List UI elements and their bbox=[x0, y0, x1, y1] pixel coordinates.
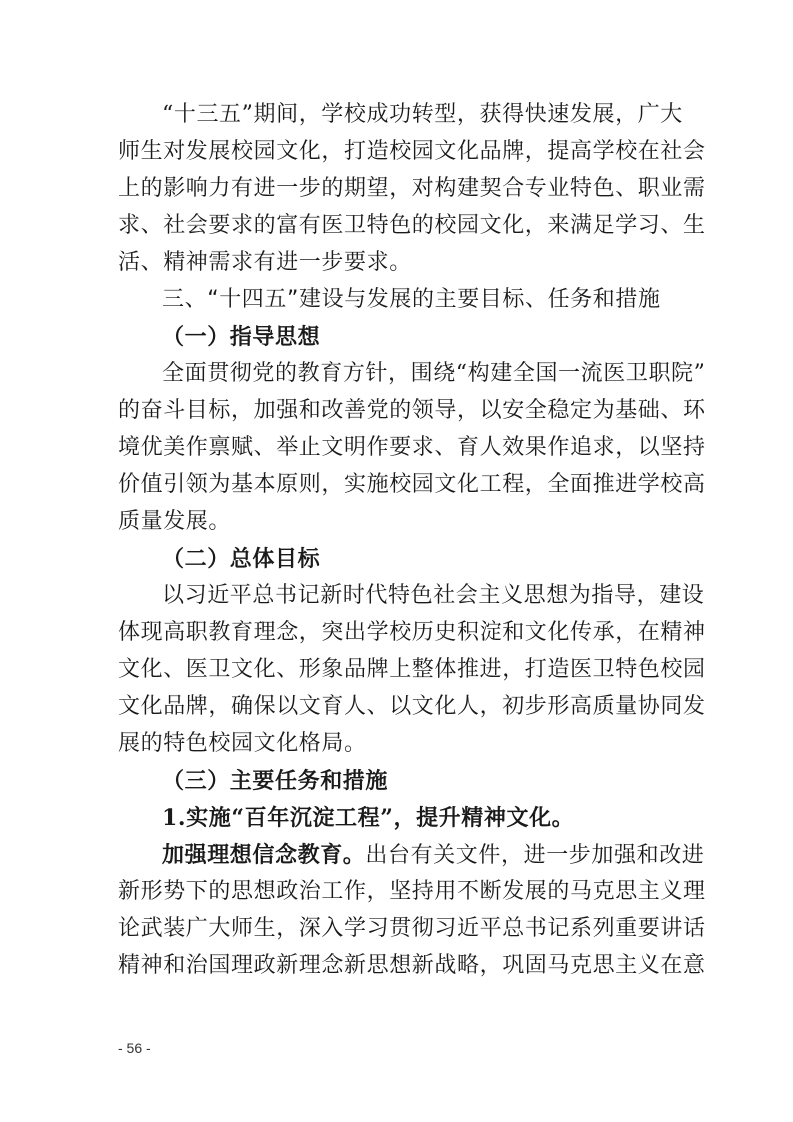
paragraph-line: 文化、医卫文化、形象品牌上整体推进，打造医卫特色校园 bbox=[118, 657, 706, 682]
paragraph-line: 质量发展。 bbox=[118, 509, 232, 534]
paragraph-line: 的奋斗目标，加强和改善党的领导，以安全稳定为基础、环 bbox=[118, 398, 706, 423]
subsection-title: （二）总体目标 bbox=[162, 546, 321, 572]
lead-text: 出台有关文件，进一步加强和改进 bbox=[365, 843, 705, 868]
paragraph-line: 新形势下的思想政治工作，坚持用不断发展的马克思主义理 bbox=[118, 879, 706, 904]
paragraph-line: 活、精神需求有进一步要求。 bbox=[118, 250, 412, 275]
section-title: 三、“十四五”建设与发展的主要目标、任务和措施 bbox=[162, 287, 661, 312]
paragraph-line: 全面贯彻党的教育方针，围绕“构建全国一流医卫职院” bbox=[162, 361, 706, 386]
item-title: 1.实施“百年沉淀工程”，提升精神文化。 bbox=[162, 805, 575, 831]
paragraph-line: 上的影响力有进一步的期望，对构建契合专业特色、职业需 bbox=[118, 176, 706, 201]
paragraph-line: 以习近平总书记新时代特色社会主义思想为指导，建设 bbox=[162, 583, 705, 608]
paragraph-line: 体现高职教育理念，突出学校历史积淀和文化传承，在精神 bbox=[118, 620, 706, 645]
paragraph-line: 展的特色校园文化格局。 bbox=[118, 731, 367, 756]
paragraph-line: 文化品牌，确保以文育人、以文化人，初步形高质量协同发 bbox=[118, 694, 706, 719]
paragraph-line: 师生对发展校园文化，打造校园文化品牌，提高学校在社会 bbox=[118, 139, 706, 164]
page-number: - 56 - bbox=[118, 1040, 151, 1056]
paragraph-line: 精神和治国理政新理念新思想新战略，巩固马克思主义在意 bbox=[118, 953, 706, 978]
paragraph-line: 求、社会要求的富有医卫特色的校园文化，来满足学习、生 bbox=[118, 213, 706, 238]
subsection-title: （一）指导思想 bbox=[162, 324, 321, 350]
lead-emphasis: 加强理想信念教育。 bbox=[162, 842, 366, 868]
paragraph-line bbox=[162, 840, 704, 871]
paragraph-line: 境优美作禀赋、举止文明作要求、育人效果作追求，以坚持 bbox=[118, 435, 706, 460]
paragraph-line: 价值引领为基本原则，实施校园文化工程，全面推进学校高 bbox=[118, 472, 706, 497]
paragraph-line: 论武装广大师生，深入学习贯彻习近平总书记系列重要讲话 bbox=[118, 916, 706, 941]
paragraph-line: “十三五”期间，学校成功转型，获得快速发展，广大 bbox=[162, 102, 683, 127]
subsection-title: （三）主要任务和措施 bbox=[162, 768, 389, 794]
